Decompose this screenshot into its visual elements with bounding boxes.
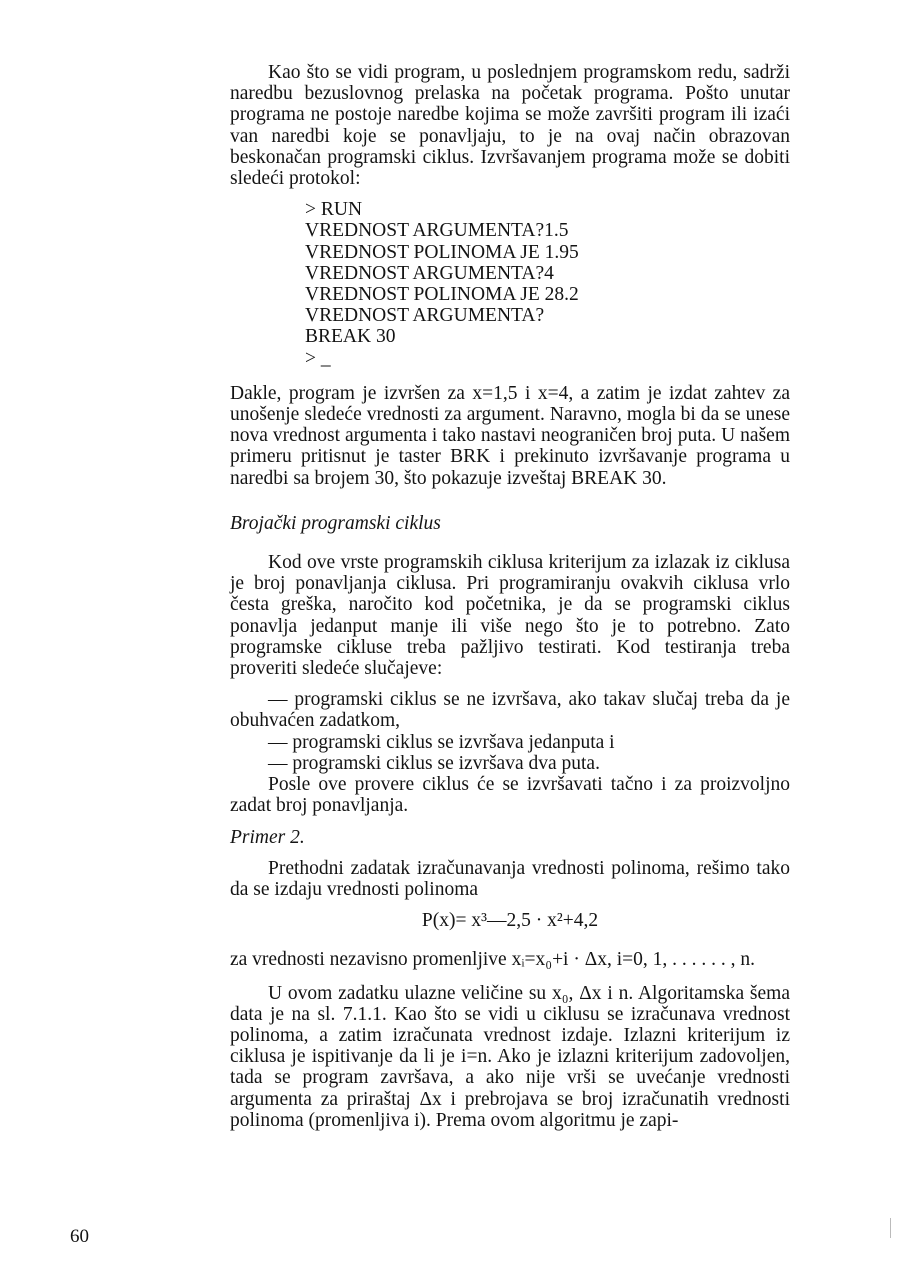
protocol-line: VREDNOST ARGUMENTA?1.5 [305, 220, 569, 242]
example-heading: Primer 2. [230, 826, 305, 848]
scan-mark [890, 1218, 891, 1238]
section-heading: Brojački programski ciklus [230, 512, 441, 534]
after-protocol-paragraph: Dakle, program je izvršen za x=1,5 i x=4, a zatim je izdat zahtev za unošenje sledeće vrednosti za argument. Naravno, mogla bi da se unese nova vrednost argumenta i tako nastavi neograničen broj puta. U našem primeru pritisnut je taster BRK i prekinuto izvršavanje programa u naredbi sa brojem 30, što pokazuje izveštaj BREAK 30. [230, 382, 790, 489]
protocol-line: > RUN [305, 199, 363, 221]
protocol-line: VREDNOST POLINOMA JE 1.95 [305, 241, 579, 263]
section-paragraph: Kod ove vrste programskih ciklusa kriterijum za izlazak iz ciklusa je broj ponavljanja ciklusa. Pri programiranju ovakvih ciklusa vrlo česta greška, naročito kod početnika, je da se programski ciklus ponavlja jedanput manje ili više nego što je to potrebno. Zato programske cikluse treba pažljivo testirati. Kod testiranja treba proveriti sledeće slučajeve: [230, 552, 790, 680]
polynomial-formula [230, 910, 790, 931]
protocol-line: VREDNOST POLINOMA JE 28.2 [305, 284, 579, 306]
after-cases-paragraph: Posle ove provere ciklus će se izvršavati tačno i za proizvoljno zadat broj ponavljanja. [230, 774, 790, 817]
page-number: 60 [70, 1226, 89, 1247]
range-paragraph: za vrednosti nezavisno promenljive xᵢ=x₀+i · Δx, i=0, 1, . . . . . . , n. [230, 949, 756, 971]
protocol-line: VREDNOST ARGUMENTA? [305, 305, 545, 327]
final-paragraph: U ovom zadatku ulazne veličine su x₀, Δx i n. Algoritamska šema data je na sl. 7.1.1. Kao što se vidi u ciklusu se izračunava vrednost polinoma, a zatim izračunata vrednost izdaje. Izlazni kriterijum iz ciklusa je ispitivanje da li je i=n. Ako je izlazni kriterijum zadovoljen, tada se program završava, a ako nije vrši se uvećanje vrednosti argumenta za priraštaj Δx i prebrojava se broj izračunatih vrednosti polinoma (promenljiva i). Prema ovom algoritmu je zapi- [230, 982, 790, 1131]
list-item: — programski ciklus se ne izvršava, ako takav slučaj treba da je obuhvaćen zadatkom, [230, 689, 790, 732]
protocol-line: > _ [305, 347, 331, 369]
example-paragraph: Prethodni zadatak izračunavanja vrednosti polinoma, rešimo tako da se izdaju vrednosti polinoma [230, 857, 790, 900]
run-protocol [230, 199, 790, 369]
test-cases-list [230, 689, 790, 816]
formula-lhs: P(x) [421, 910, 456, 932]
protocol-line: BREAK 30 [305, 326, 396, 348]
intro-paragraph: Kao što se vidi program, u poslednjem programskom redu, sadrži naredbu bezuslovnog prelaska na početak programa. Pošto unutar programa ne postoje naredbe kojima se može završiti program ili izaći van naredbi koje se ponavljaju, to je na ovaj način obrazovan beskonačan programski ciklus. Izvršavanjem programa može se dobiti sledeći protokol: [230, 62, 790, 190]
list-item: — programski ciklus se izvršava jedanputa i [268, 731, 615, 753]
text-column [230, 62, 790, 1131]
protocol-line: VREDNOST ARGUMENTA?4 [305, 262, 554, 284]
formula-rhs: = x³—2,5 · x²+4,2 [455, 910, 599, 932]
list-item: — programski ciklus se izvršava dva puta. [268, 752, 600, 774]
